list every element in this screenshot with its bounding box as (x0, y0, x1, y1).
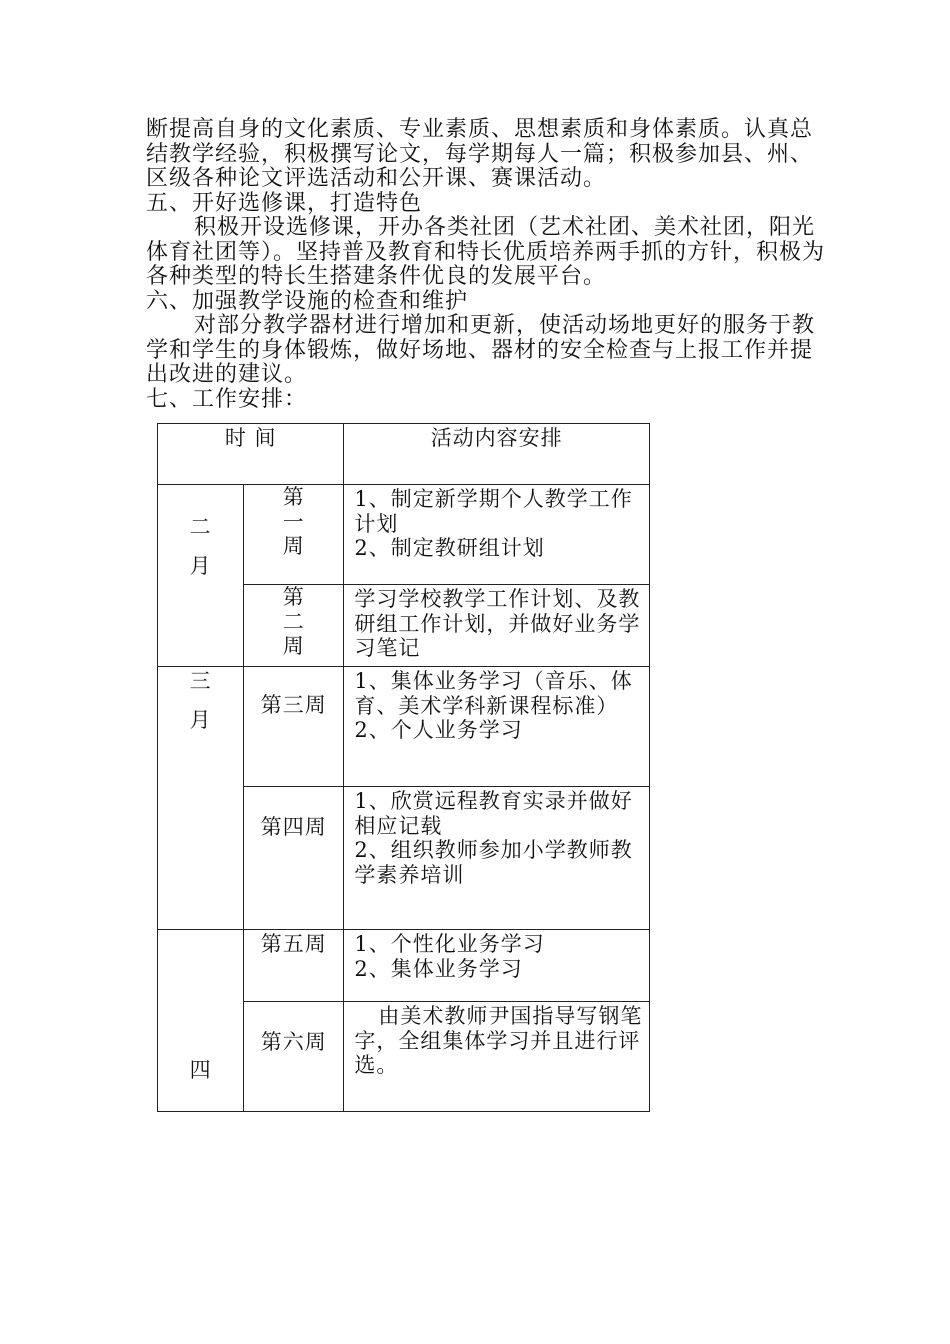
week-label: 第六周 (260, 1030, 327, 1054)
header-activity-content: 活动内容安排 (344, 424, 650, 485)
week-label: 第三周 (260, 693, 327, 717)
table-row (158, 930, 650, 1002)
month-char: 月 (189, 553, 212, 578)
content-line: 2、组织教师参加小学教师教学素养培训 (354, 838, 633, 887)
section-heading-7: 七、工作安排： (146, 386, 308, 412)
paragraph-electives: 积极开设选修课，开办各类社团（艺术社团、美术社团，阳光体育社团等）。坚持普及教育和特长优质培养两手抓的方针，积极为各种类型的特长生搭建条件优良的发展平台。 (146, 215, 826, 289)
week-cell-1 (244, 485, 344, 585)
month-cell-april (158, 930, 244, 1112)
content-line: 1、个性化业务学习 (354, 932, 545, 956)
month-char: 四 (189, 1058, 212, 1082)
content-line: 学习学校教学工作计划、及教研组工作计划，并做好业务学习笔记 (354, 587, 641, 660)
content-line: 1、欣赏远程教育实录并做好相应记载 (354, 789, 633, 838)
week-char: 第 (282, 485, 305, 509)
week-char: 第 (282, 585, 305, 609)
paragraph-continuation: 断提高自身的文化素质、专业素质、思想素质和身体素质。认真总结教学经验，积极撰写论文，每学期每人一篇；积极参加县、州、区级各种论文评选活动和公开课、赛课活动。 (146, 117, 814, 191)
content-line: 由美术教师尹国指导写钢笔字，全组集体学习并且进行评选。 (354, 1004, 643, 1077)
content-cell-week-1 (344, 485, 650, 585)
section-heading-6: 六、加强教学设施的检查和维护 (146, 288, 469, 314)
week-char: 周 (282, 634, 305, 658)
content-cell-week-5 (344, 930, 650, 1002)
content-cell-week-3 (344, 667, 650, 787)
content-cell-week-4 (344, 787, 650, 930)
content-cell-week-2 (344, 585, 650, 667)
content-line: 2、制定教研组计划 (354, 536, 545, 560)
content-line: 2、集体业务学习 (354, 956, 523, 981)
month-char: 三 (189, 669, 212, 693)
week-char: 一 (282, 509, 305, 534)
content-cell-week-6 (344, 1002, 650, 1112)
section-heading-5: 五、开好选修课，打造特色 (146, 190, 423, 216)
content-line: 2、个人业务学习 (354, 718, 523, 742)
table-row (158, 485, 650, 585)
week-cell-4 (244, 787, 344, 930)
month-cell-march (158, 667, 244, 930)
month-cell-february (158, 485, 244, 667)
week-label: 第四周 (260, 815, 327, 839)
week-cell-6 (244, 1002, 344, 1112)
content-line: 1、制定新学期个人教学工作计划 (354, 487, 633, 536)
week-cell-3 (244, 667, 344, 787)
month-char: 月 (189, 707, 212, 732)
work-schedule-table (157, 423, 650, 1112)
week-char: 周 (282, 534, 305, 558)
month-char: 二 (189, 515, 212, 539)
table-header-row (158, 424, 650, 485)
body-text (146, 118, 826, 412)
table-row (158, 667, 650, 787)
week-label: 第五周 (260, 932, 327, 956)
week-cell-5 (244, 930, 344, 1002)
paragraph-facilities: 对部分教学器材进行增加和更新，使活动场地更好的服务于教学和学生的身体锻炼，做好场地、器材的安全检查与上报工作并提出改进的建议。 (146, 313, 816, 387)
content-line: 1、集体业务学习（音乐、体育、美术学科新课程标准） (354, 669, 633, 718)
header-time: 时 间 (158, 424, 344, 485)
week-char: 二 (282, 609, 305, 634)
week-cell-2 (244, 585, 344, 667)
